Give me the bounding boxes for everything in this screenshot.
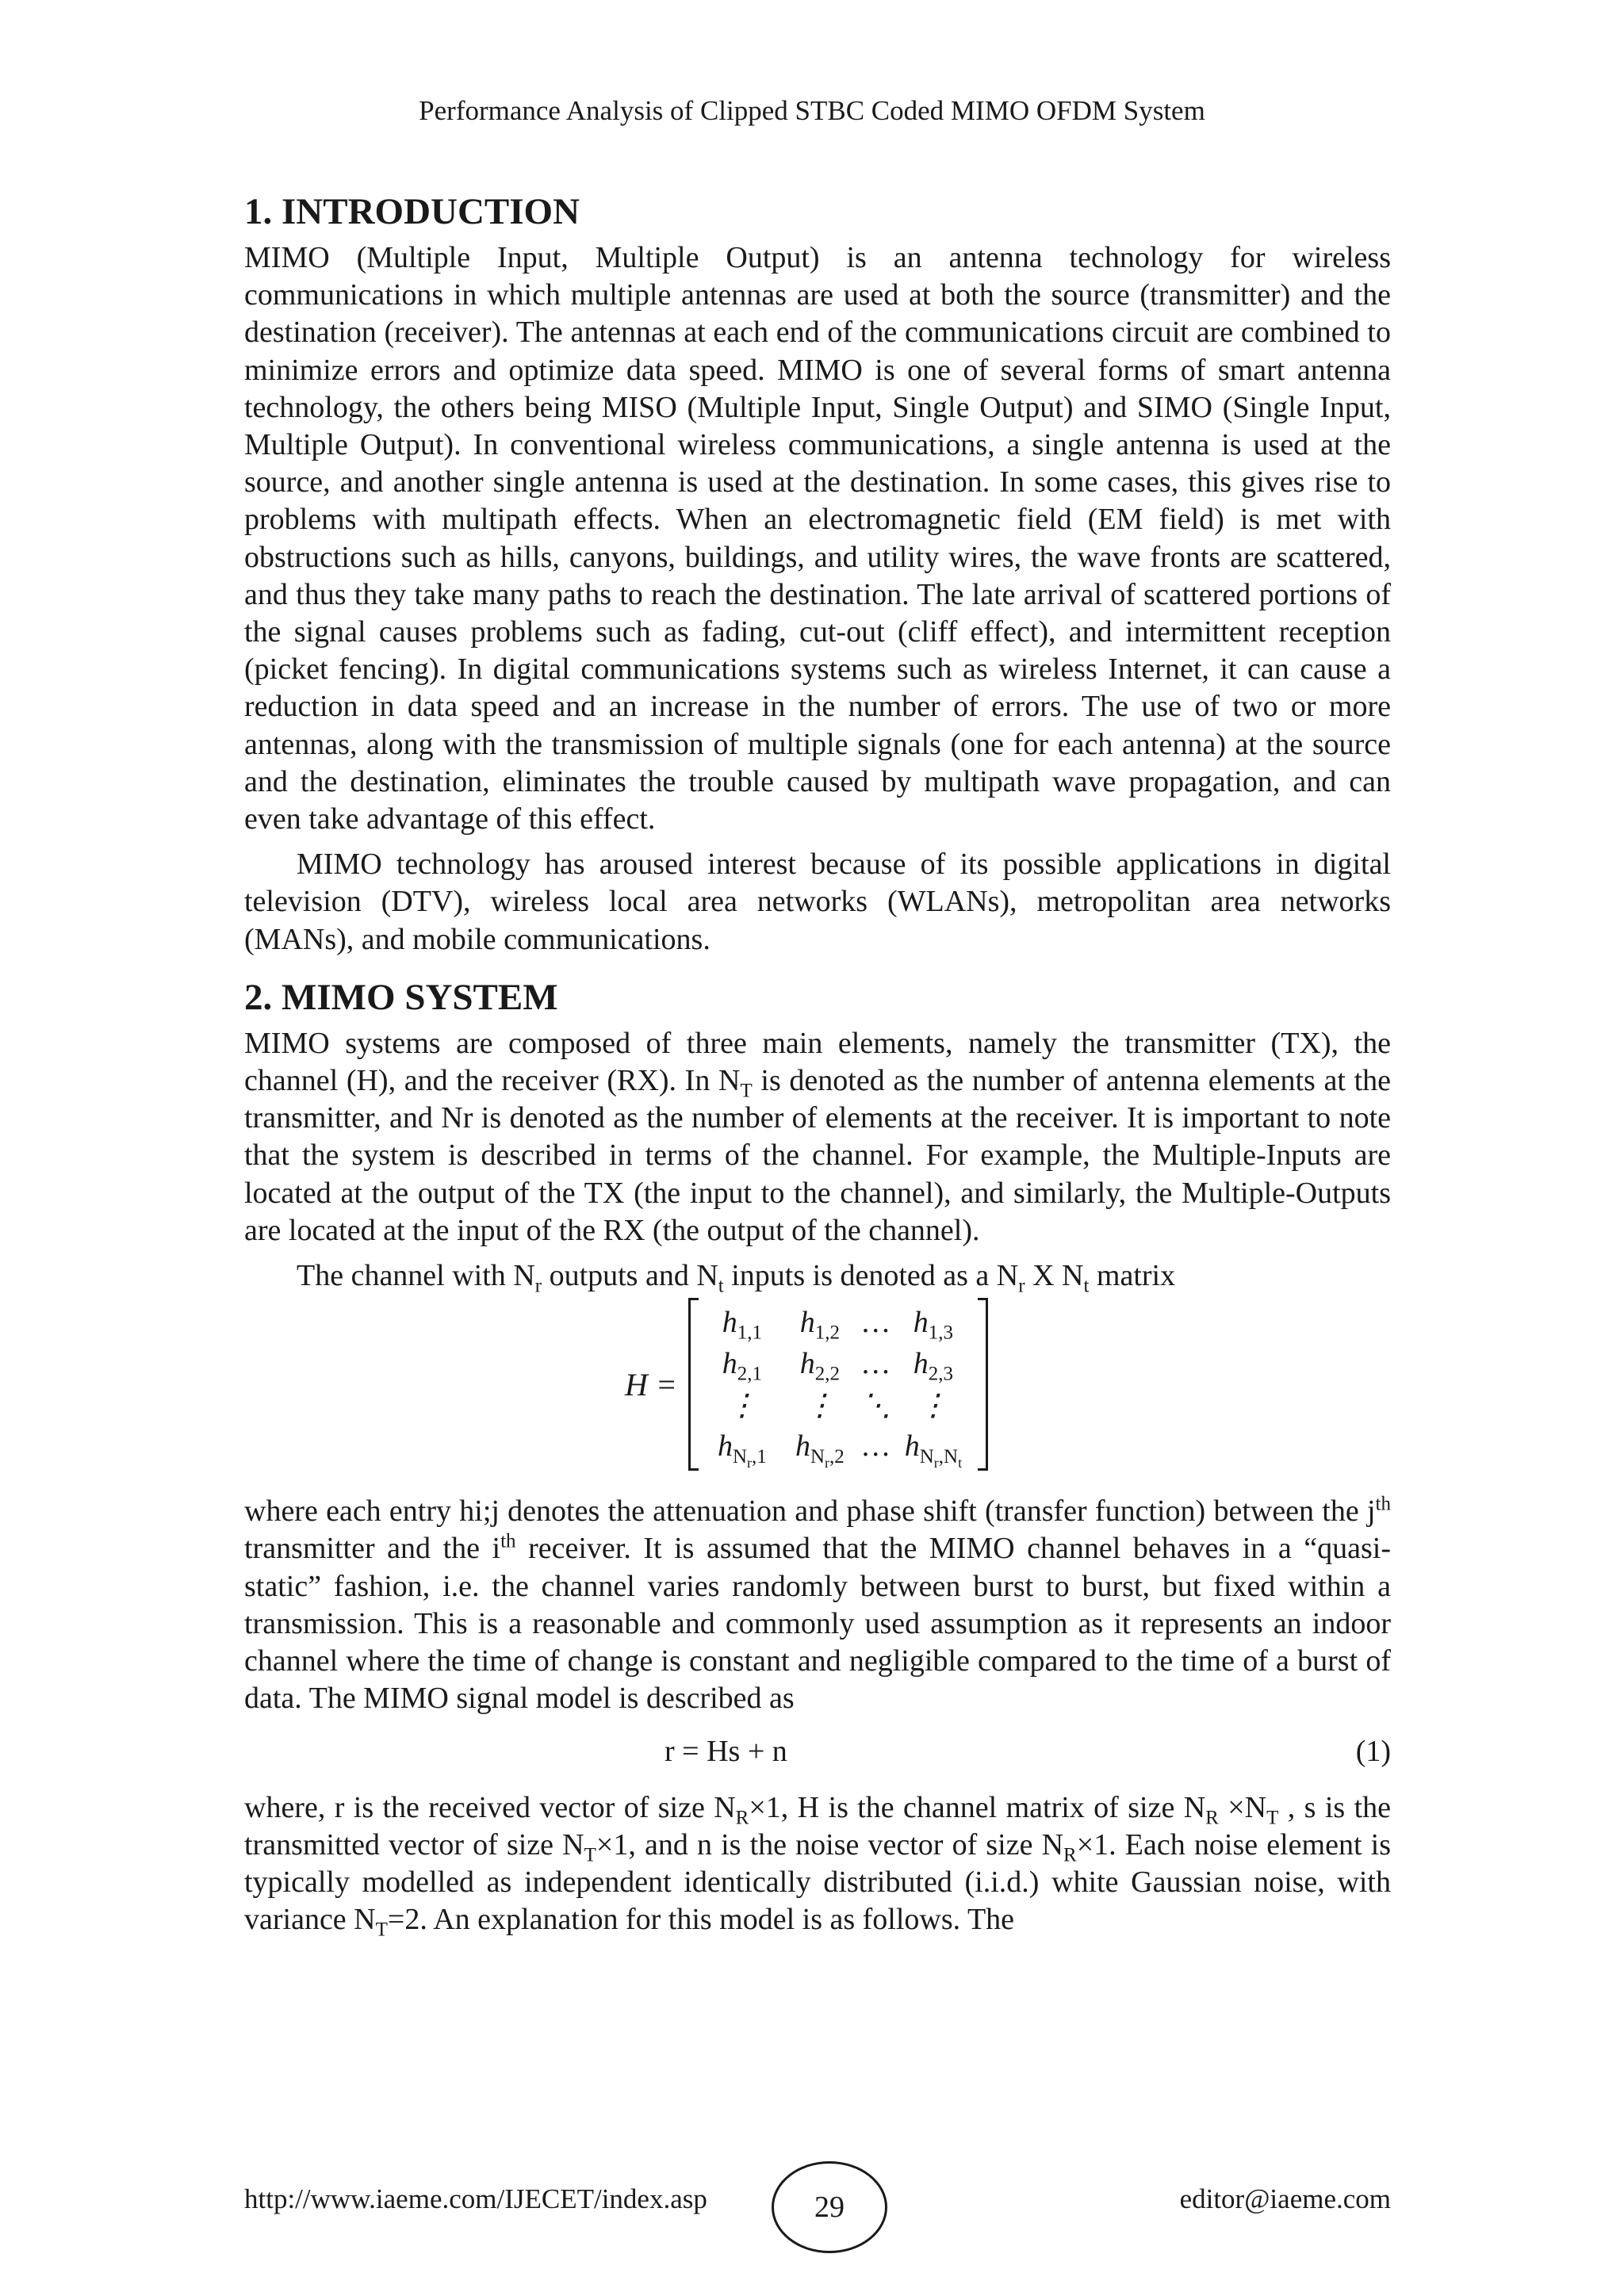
text-run: where, r is the received vector of size N [244,1790,736,1824]
equation-1 [244,1723,1391,1786]
symbol-h: h [722,1306,737,1340]
intro-paragraph-1: MIMO (Multiple Input, Multiple Output) is an antenna technology for wireless communications in which multiple antennas are used at both the source (transmitter) and the destination (receiver). The antennas at each end of the communications circuit are combined to minimize errors and optimize data speed. MIMO is one of several forms of smart antenna technology, the others being MISO (Multiple Input, Single Output) and SIMO (Single Input, Multiple Output). In conventional wireless communications, a single antenna is used at the source, and another single antenna is used at the destination. In some cases, this gives rise to problems with multipath effects. When an electromagnetic field (EM field) is met with obstructions such as hills, canyons, buildings, and utility wires, the wave fronts are scattered, and thus they take many paths to reach the destination. The late arrival of scattered portions of the signal causes problems such as fading, cut-out (cliff effect), and intermittent reception (picket fencing). In digital communications systems such as wireless Internet, it can cause a reduction in data speed and an increase in the number of errors. The use of two or more antennas, along with the transmission of multiple signals (one for each antenna) at the source and the destination, eliminates the trouble caused by multipath wave propagation, and can even take advantage of this effect. [244,241,1391,836]
subscript-r: r [933,1454,939,1471]
subscript: 1,3 [928,1322,954,1344]
subscript: R [1205,1807,1219,1829]
subscript-n: N [919,1445,934,1468]
matrix-vdots: ⋮ [726,1388,757,1422]
matrix-entry [717,1429,767,1471]
channel-matrix [625,1298,1391,1471]
subscript: 2,2 [814,1363,841,1385]
footer-url-link[interactable]: http://www.iaeme.com/IJECET/index.asp [244,2183,707,2214]
intro-paragraph-2: MIMO technology has aroused interest because of its possible applications in digital television (DTV), wireless local area networks (WLANs), metropolitan area networks (MANs), and mobile communications. [244,848,1391,956]
text-run: =2. An explanation for this model is as follows. The [387,1903,1015,1937]
text-run: X N [1025,1259,1084,1293]
text-run: receiver. It is assumed that the MIMO channel behaves in a “quasi-static” fashion, i.e. the channel varies randomly between burst to burst, but fixed within a transmission. This is a reasonable and commonly used assumption as it represents an indoor channel where the time of change is constant and negligible compared to the time of a burst of data. The MIMO signal model is described as [244,1532,1391,1716]
subscript-t: t [958,1454,963,1471]
matrix-lhs: H = [625,1366,677,1402]
subscript: 1,2 [814,1322,841,1344]
matrix-ellipsis: … [862,1306,890,1340]
matrix-vdots: ⋮ [917,1388,948,1422]
matrix-ellipsis: … [862,1347,890,1381]
mimo-paragraph-4 [244,1789,1391,1939]
subscript [919,1445,963,1471]
text-run: matrix [1089,1259,1176,1293]
text-run: ×N [1218,1790,1267,1824]
subscript-r: r [825,1454,830,1471]
subscript [732,1445,767,1471]
subscript: 2,1 [737,1363,763,1385]
equation-number: (1) [1355,1734,1391,1768]
symbol-h: h [904,1429,920,1464]
mimo-paragraph-1 [244,1025,1391,1249]
text-run: inputs is denoted as a N [723,1259,1019,1293]
superscript: th [1375,1493,1391,1515]
subscript-r: r [747,1454,753,1471]
subscript: T [584,1844,596,1866]
page-number-badge [772,2161,887,2253]
subscript: R [1063,1844,1077,1866]
matrix-entry [722,1346,763,1385]
subscript: 1,1 [737,1322,763,1344]
matrix-entry [795,1429,845,1471]
text-run: The channel with N [297,1259,535,1293]
section-heading-mimo-system: 2. MIMO SYSTEM [244,976,558,1018]
matrix-grid [699,1302,978,1471]
right-bracket [978,1298,988,1471]
footer-email-link[interactable]: editor@iaeme.com [1179,2183,1391,2214]
subscript-comma: , [938,1445,944,1468]
running-title: Performance Analysis of Clipped STBC Coded MIMO OFDM System [419,95,1205,126]
equation-text: r = Hs + n [665,1734,787,1768]
subscript: r [1018,1275,1025,1297]
subscript: t [1083,1275,1090,1297]
matrix-entry [904,1429,963,1471]
symbol-h: h [717,1429,733,1464]
matrix-entry [722,1305,763,1344]
text-run: MIMO systems are composed of three main elements, namely the transmitter (TX), the channel (H), and the receiver (RX). In N [244,1026,1391,1098]
symbol-h: h [799,1306,815,1340]
superscript: th [500,1530,516,1552]
text-run: , s is the transmitted vector of size N [244,1790,1391,1862]
subscript: T [740,1080,753,1102]
text-run: ×1. Each noise element is typically modelled as independent identically distributed (i.i.d.) white Gaussian noise, with variance N [244,1827,1391,1937]
symbol-h: h [799,1347,815,1381]
subscript-tail: ,1 [752,1445,767,1468]
text-run: ×1, H is the channel matrix of size N [749,1790,1206,1824]
symbol-h: h [913,1347,929,1381]
subscript: T [375,1919,388,1941]
matrix-ddots: ⋱ [860,1388,891,1422]
subscript: R [735,1807,749,1829]
matrix-ellipsis: … [862,1429,890,1464]
page-number: 29 [814,2191,845,2224]
symbol-h: h [913,1306,929,1340]
subscript-n: N [732,1445,748,1468]
subscript: r [534,1275,542,1297]
text-run: transmitter and the i [244,1532,501,1566]
subscript-tail: ,2 [829,1445,845,1468]
matrix-entry [799,1305,841,1344]
footer [244,2161,1391,2248]
matrix-entry [913,1346,954,1385]
symbol-h: h [795,1429,810,1464]
text-run: ×1, and n is the noise vector of size N [596,1827,1064,1862]
matrix-entry [799,1346,841,1385]
matrix-entry [913,1305,954,1344]
text-run: is denoted as the number of antenna elements at the transmitter, and Nr is denoted as the number of elements at the receiver. It is important to note that the system is described in terms of the channel. For example, the Multiple-Inputs are located at the output of the TX (the input to the channel), and similarly, the Multiple-Outputs are located at the input of the RX (the output of the channel). [244,1064,1391,1247]
symbol-h: h [722,1347,737,1381]
text-run: outputs and N [542,1259,718,1293]
body-text [244,187,1391,1941]
subscript [810,1445,845,1471]
subscript: T [1266,1807,1279,1829]
mimo-paragraph-3 [244,1493,1391,1717]
subscript: 2,3 [928,1363,954,1385]
matrix-vdots: ⋮ [804,1388,835,1422]
left-bracket [688,1298,699,1471]
section-heading-introduction: 1. INTRODUCTION [244,191,580,232]
subscript: t [718,1275,724,1297]
text-run: where each entry hi;j denotes the attenuation and phase shift (transfer function) between the j [244,1494,1376,1529]
subscript-n: N [810,1445,825,1468]
subscript-n: N [944,1445,959,1468]
mimo-paragraph-2 [244,1257,1391,1295]
